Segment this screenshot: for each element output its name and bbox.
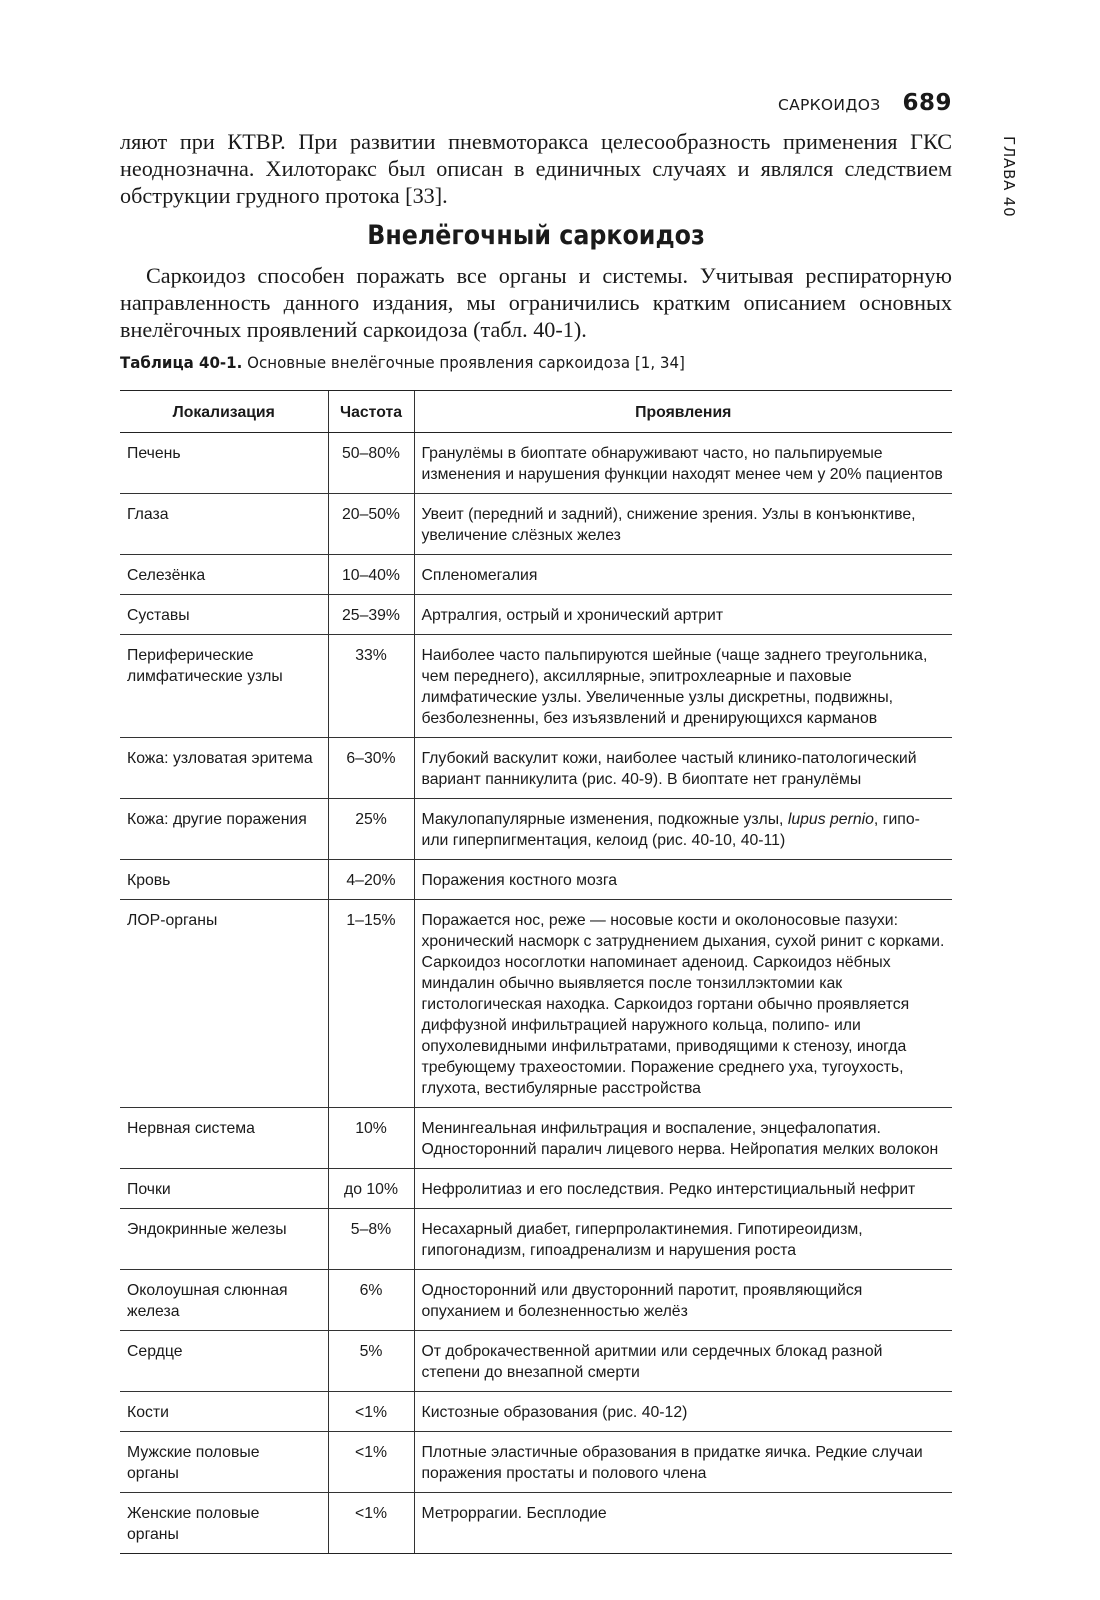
location-cell: Околоушная слюнная железа (120, 1270, 328, 1331)
table-row (120, 1108, 952, 1169)
manifestations-cell: Метроррагии. Бесплодие (414, 1493, 952, 1554)
location-cell: Почки (120, 1169, 328, 1209)
table-row (120, 494, 952, 555)
frequency-cell: <1% (328, 1432, 414, 1493)
table-caption-text: Основные внелёгочные проявления саркоидоза [1, 34] (242, 353, 685, 372)
manifestations-cell: Глубокий васкулит кожи, наиболее частый клинико-патологический вариант панникулита (рис. 40-9). В биоптате нет гранулёмы (414, 738, 952, 799)
table-row (120, 738, 952, 799)
manifestations-cell: Макулопапулярные изменения, подкожные узлы, lupus pernio, гипо- или гиперпигментация, келоид (рис. 40-10, 40-11) (414, 799, 952, 860)
location-cell: Суставы (120, 595, 328, 635)
manifestations-cell: Поражения костного мозга (414, 860, 952, 900)
table-row (120, 1169, 952, 1209)
page-number: 689 (902, 90, 952, 116)
table-row (120, 860, 952, 900)
frequency-cell: 6–30% (328, 738, 414, 799)
manifestations-cell: Наиболее часто пальпируются шейные (чаще заднего треугольника, чем переднего), аксиллярные, эпитрохлеарные и паховые лимфатические узлы. Увеличенные узлы дискретны, подвижны, безболезненны, без изъязвлений и дренирующихся карманов (414, 635, 952, 738)
frequency-cell: 20–50% (328, 494, 414, 555)
table-row (120, 1331, 952, 1392)
table-row (120, 635, 952, 738)
manifestations-cell: Поражается нос, реже — носовые кости и околоносовые пазухи: хронический насморк с затруднением дыхания, сухой ринит с корками. Саркоидоз носоглотки напоминает аденоид. Саркоидоз нёбных миндалин обычно выявляется после тонзиллэктомии как гистологическая находка. Саркоидоз гортани обычно проявляется диффузной инфильтрацией наружного кольца, полипо- или опухолевидными инфильтратами, приводящими к стенозу, иногда требующему трахеостомии. Поражение среднего уха, тугоухость, глухота, вестибулярные расстройства (414, 900, 952, 1108)
frequency-cell: 50–80% (328, 433, 414, 494)
table-caption-label: Таблица 40-1. (120, 353, 243, 372)
chapter-tab: ГЛАВА 40 (1000, 136, 1018, 218)
location-cell: Селезёнка (120, 555, 328, 595)
location-cell: Печень (120, 433, 328, 494)
latin-term: lupus pernio (787, 811, 874, 828)
location-cell: ЛОР-органы (120, 900, 328, 1108)
section-title: Внелёгочный саркоидоз (367, 220, 705, 251)
manifestations-cell: Плотные эластичные образования в придатке яичка. Редкие случаи поражения простаты и полового члена (414, 1432, 952, 1493)
location-cell: Периферические лимфатические узлы (120, 635, 328, 738)
manifestations-cell: Менингеальная инфильтрация и воспаление, энцефалопатия. Односторонний паралич лицевого нерва. Нейропатия мелких волокон (414, 1108, 952, 1169)
running-title: САРКОИДОЗ (777, 96, 881, 114)
location-cell: Эндокринные железы (120, 1209, 328, 1270)
location-cell: Кости (120, 1392, 328, 1432)
header-location: Локализация (120, 391, 328, 433)
table-header-row (120, 391, 952, 433)
frequency-cell: 10–40% (328, 555, 414, 595)
manifestations-cell: Односторонний или двусторонний паротит, проявляющийся опуханием и болезненностью желёз (414, 1270, 952, 1331)
location-cell: Кровь (120, 860, 328, 900)
manifestations-cell: Увеит (передний и задний), снижение зрения. Узлы в конъюнктиве, увеличение слёзных желез (414, 494, 952, 555)
manifestations-table (120, 390, 952, 1554)
location-cell: Кожа: узловатая эритема (120, 738, 328, 799)
running-head (120, 90, 952, 116)
frequency-cell: до 10% (328, 1169, 414, 1209)
manifestations-cell: От доброкачественной аритмии или сердечных блокад разной степени до внезапной смерти (414, 1331, 952, 1392)
location-cell: Нервная система (120, 1108, 328, 1169)
manifestations-cell: Артралгия, острый и хронический артрит (414, 595, 952, 635)
header-manifestations: Проявления (414, 391, 952, 433)
frequency-cell: 10% (328, 1108, 414, 1169)
table-row (120, 1493, 952, 1554)
frequency-cell: 6% (328, 1270, 414, 1331)
manifestations-cell: Несахарный диабет, гиперпролактинемия. Гипотиреоидизм, гипогонадизм, гипоадренализм и нарушения роста (414, 1209, 952, 1270)
frequency-cell: <1% (328, 1493, 414, 1554)
manifestations-table-container (120, 390, 952, 1554)
frequency-cell: 5–8% (328, 1209, 414, 1270)
table-row (120, 1270, 952, 1331)
frequency-cell: 4–20% (328, 860, 414, 900)
table-row (120, 1209, 952, 1270)
table-row (120, 1392, 952, 1432)
table-caption (120, 353, 902, 372)
header-frequency: Частота (328, 391, 414, 433)
location-cell: Глаза (120, 494, 328, 555)
continuation-paragraph: ляют при КТВР. При развитии пневмоторакса целесообразность применения ГКС неоднозначна. Хилоторакс был описан в единичных случаях и являлся следствием обструкции грудного протока [33]. (120, 129, 952, 208)
table-row (120, 595, 952, 635)
table-row (120, 900, 952, 1108)
location-cell: Мужские половые органы (120, 1432, 328, 1493)
table-row (120, 433, 952, 494)
frequency-cell: 25% (328, 799, 414, 860)
frequency-cell: <1% (328, 1392, 414, 1432)
location-cell: Кожа: другие поражения (120, 799, 328, 860)
table-row (120, 555, 952, 595)
location-cell: Женские половые органы (120, 1493, 328, 1554)
table-row (120, 799, 952, 860)
frequency-cell: 33% (328, 635, 414, 738)
manifestations-cell: Спленомегалия (414, 555, 952, 595)
manifestations-cell: Нефролитиаз и его последствия. Редко интерстициальный нефрит (414, 1169, 952, 1209)
frequency-cell: 5% (328, 1331, 414, 1392)
frequency-cell: 25–39% (328, 595, 414, 635)
table-body (120, 433, 952, 1554)
manifestations-cell: Гранулёмы в биоптате обнаруживают часто, но пальпируемые изменения и нарушения функции находят менее чем у 20% пациентов (414, 433, 952, 494)
frequency-cell: 1–15% (328, 900, 414, 1108)
table-row (120, 1432, 952, 1493)
manifestations-cell: Кистозные образования (рис. 40-12) (414, 1392, 952, 1432)
location-cell: Сердце (120, 1331, 328, 1392)
intro-paragraph: Саркоидоз способен поражать все органы и системы. Учитывая респираторную направленность данного издания, мы ограничились кратким описанием основных внелёгочных проявлений саркоидоза (табл. 40-1). (120, 263, 952, 342)
